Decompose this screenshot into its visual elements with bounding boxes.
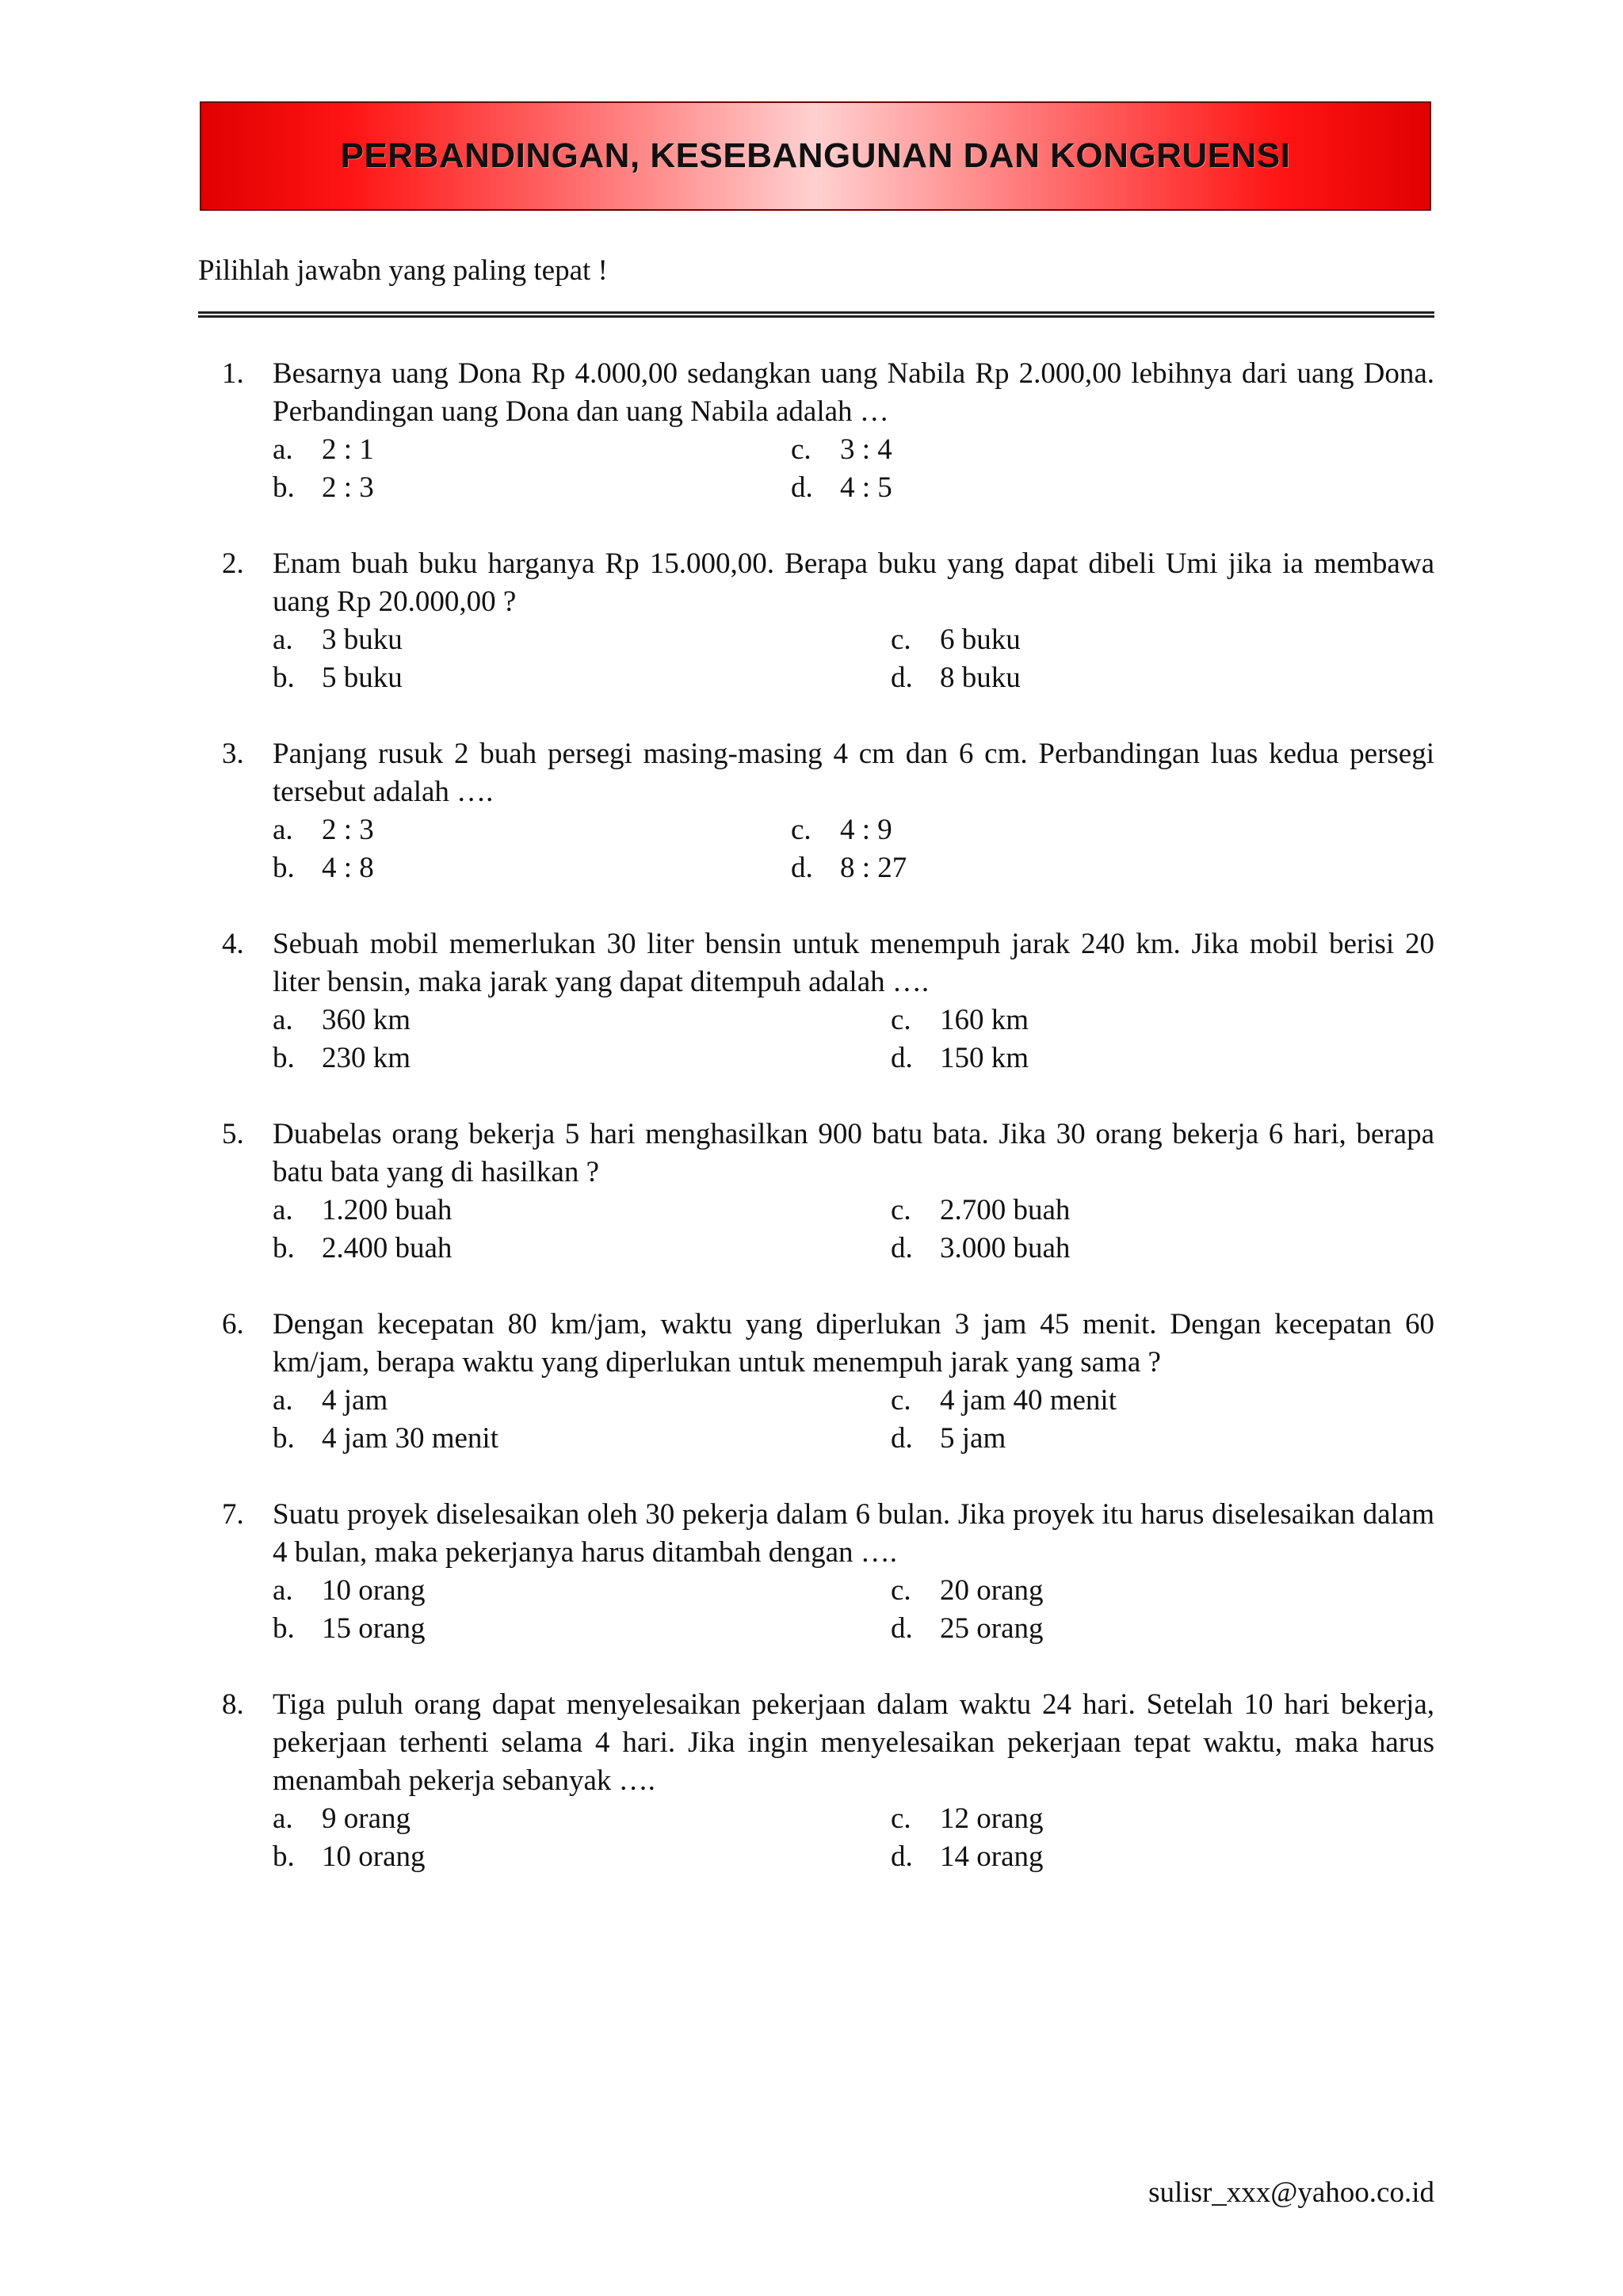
option-letter: a.	[273, 1384, 293, 1417]
option-letter: d.	[891, 1612, 913, 1645]
question-text: Suatu proyek diselesaikan oleh 30 pekerja dalam 6 bulan. Jika proyek itu harus diselesaikan dalam 4 bulan, maka pekerjanya harus ditambah dengan ….	[273, 1498, 1434, 1569]
option-letter: c.	[891, 624, 911, 656]
option-letter: a.	[273, 1194, 293, 1226]
option-text: 3 : 4	[840, 433, 892, 466]
option-b	[273, 1420, 891, 1458]
option-text: 8 : 27	[840, 852, 907, 884]
option-text: 10 orang	[322, 1840, 426, 1873]
option-text: 3.000 buah	[940, 1232, 1071, 1264]
option-a	[273, 1001, 891, 1039]
title-banner	[200, 101, 1431, 211]
question-text: Tiga puluh orang dapat menyelesaikan pekerjaan dalam waktu 24 hari. Setelah 10 hari bekerja, pekerjaan terhenti selama 4 hari. Jika ingin menyelesaikan pekerjaan tepat waktu, maka harus menambah pekerja sebanyak ….	[273, 1688, 1434, 1797]
option-text: 14 orang	[940, 1840, 1044, 1873]
option-text: 15 orang	[322, 1612, 426, 1645]
option-letter: c.	[891, 1802, 911, 1835]
option-c	[891, 1192, 1434, 1230]
option-text: 4 : 9	[840, 814, 892, 846]
option-text: 360 km	[322, 1004, 411, 1036]
option-a	[273, 1192, 891, 1230]
option-letter: b.	[273, 1232, 295, 1264]
option-a	[273, 811, 791, 849]
option-text: 4 jam 30 menit	[322, 1422, 498, 1455]
option-b	[273, 469, 791, 507]
option-grid	[273, 1572, 1434, 1648]
option-d	[791, 849, 1434, 887]
question-number: 5.	[222, 1118, 244, 1150]
question-number: 2.	[222, 547, 244, 580]
option-letter: b.	[273, 1422, 295, 1455]
question-text: Duabelas orang bekerja 5 hari menghasilkan 900 batu bata. Jika 30 orang bekerja 6 hari, berapa batu bata yang di hasilkan ?	[273, 1118, 1434, 1188]
option-b	[273, 1838, 891, 1876]
question-text: Enam buah buku harganya Rp 15.000,00. Berapa buku yang dapat dibeli Umi jika ia membawa uang Rp 20.000,00 ?	[273, 547, 1434, 618]
question-item	[222, 1116, 1434, 1268]
option-letter: c.	[891, 1574, 911, 1607]
question-number: 6.	[222, 1308, 244, 1341]
option-letter: b.	[273, 471, 295, 504]
option-b	[273, 1230, 891, 1268]
question-item	[222, 545, 1434, 697]
option-letter: b.	[273, 662, 295, 694]
option-text: 20 orang	[940, 1574, 1044, 1607]
question-item	[222, 1686, 1434, 1876]
option-c	[891, 1001, 1434, 1039]
double-divider	[198, 311, 1434, 318]
question-text: Dengan kecepatan 80 km/jam, waktu yang diperlukan 3 jam 45 menit. Dengan kecepatan 60 km/jam, berapa waktu yang diperlukan untuk menempuh jarak yang sama ?	[273, 1308, 1434, 1379]
option-b	[273, 1039, 891, 1077]
option-letter: b.	[273, 1840, 295, 1873]
option-grid	[273, 1001, 1434, 1077]
option-c	[891, 1572, 1434, 1610]
option-letter: d.	[891, 1232, 913, 1264]
option-a	[273, 621, 891, 659]
option-text: 150 km	[940, 1042, 1029, 1074]
option-letter: b.	[273, 1042, 295, 1074]
footer-email: sulisr_xxx@yahoo.co.id	[1148, 2176, 1434, 2209]
option-text: 5 jam	[940, 1422, 1006, 1455]
option-a	[273, 431, 791, 469]
option-text: 230 km	[322, 1042, 411, 1074]
option-a	[273, 1800, 891, 1838]
question-text: Sebuah mobil memerlukan 30 liter bensin untuk menempuh jarak 240 km. Jika mobil berisi 20 liter bensin, maka jarak yang dapat ditempuh adalah ….	[273, 928, 1434, 998]
question-list	[222, 355, 1434, 1914]
option-text: 5 buku	[322, 662, 403, 694]
question-item	[222, 1306, 1434, 1458]
option-grid	[273, 811, 1434, 887]
option-b	[273, 849, 791, 887]
option-text: 4 jam 40 menit	[940, 1384, 1117, 1417]
option-letter: c.	[891, 1004, 911, 1036]
option-grid	[273, 1800, 1434, 1876]
question-item	[222, 735, 1434, 887]
option-letter: a.	[273, 624, 293, 656]
option-letter: d.	[791, 852, 813, 884]
option-text: 1.200 buah	[322, 1194, 453, 1226]
option-grid	[273, 1192, 1434, 1268]
option-grid	[273, 621, 1434, 697]
option-text: 2 : 1	[322, 433, 374, 466]
option-d	[891, 1230, 1434, 1268]
option-text: 160 km	[940, 1004, 1029, 1036]
question-item	[222, 925, 1434, 1077]
option-letter: c.	[891, 1194, 911, 1226]
option-letter: a.	[273, 1574, 293, 1607]
option-letter: b.	[273, 1612, 295, 1645]
option-text: 12 orang	[940, 1802, 1044, 1835]
option-letter: c.	[791, 433, 812, 466]
instruction-text: Pilihlah jawabn yang paling tepat !	[198, 254, 608, 287]
question-number: 4.	[222, 928, 244, 960]
option-text: 2 : 3	[322, 814, 374, 846]
option-b	[273, 659, 891, 697]
option-letter: a.	[273, 1004, 293, 1036]
option-c	[891, 1382, 1434, 1420]
option-b	[273, 1610, 891, 1648]
option-text: 9 orang	[322, 1802, 411, 1835]
option-text: 4 : 5	[840, 471, 892, 504]
option-c	[791, 811, 1434, 849]
option-text: 4 jam	[322, 1384, 388, 1417]
option-text: 2 : 3	[322, 471, 374, 504]
option-letter: a.	[273, 1802, 293, 1835]
question-text: Panjang rusuk 2 buah persegi masing-masing 4 cm dan 6 cm. Perbandingan luas kedua persegi tersebut adalah ….	[273, 738, 1434, 808]
option-grid	[273, 1382, 1434, 1458]
question-number: 3.	[222, 738, 244, 770]
option-letter: d.	[891, 1422, 913, 1455]
option-a	[273, 1572, 891, 1610]
question-number: 7.	[222, 1498, 244, 1531]
option-d	[891, 659, 1434, 697]
question-item	[222, 355, 1434, 507]
option-letter: d.	[791, 471, 813, 504]
option-d	[891, 1610, 1434, 1648]
question-text: Besarnya uang Dona Rp 4.000,00 sedangkan uang Nabila Rp 2.000,00 lebihnya dari uang Dona. Perbandingan uang Dona dan uang Nabila adalah …	[273, 357, 1434, 428]
option-text: 8 buku	[940, 662, 1021, 694]
option-letter: d.	[891, 1042, 913, 1074]
option-text: 3 buku	[322, 624, 403, 656]
option-c	[891, 1800, 1434, 1838]
option-text: 4 : 8	[322, 852, 374, 884]
option-c	[891, 621, 1434, 659]
option-grid	[273, 431, 1434, 507]
option-text: 10 orang	[322, 1574, 426, 1607]
option-d	[891, 1838, 1434, 1876]
question-number: 1.	[222, 357, 244, 390]
option-letter: a.	[273, 814, 293, 846]
option-d	[891, 1420, 1434, 1458]
option-letter: a.	[273, 433, 293, 466]
option-text: 6 buku	[940, 624, 1021, 656]
option-letter: b.	[273, 852, 295, 884]
option-letter: d.	[891, 1840, 913, 1873]
option-letter: d.	[891, 662, 913, 694]
document-title: PERBANDINGAN, KESEBANGUNAN DAN KONGRUENSI	[340, 136, 1291, 175]
option-text: 2.700 buah	[940, 1194, 1071, 1226]
option-a	[273, 1382, 891, 1420]
option-text: 25 orang	[940, 1612, 1044, 1645]
option-letter: c.	[891, 1384, 911, 1417]
option-letter: c.	[791, 814, 812, 846]
question-number: 8.	[222, 1688, 244, 1721]
question-item	[222, 1496, 1434, 1648]
option-c	[791, 431, 1434, 469]
option-d	[891, 1039, 1434, 1077]
option-text: 2.400 buah	[322, 1232, 453, 1264]
option-d	[791, 469, 1434, 507]
